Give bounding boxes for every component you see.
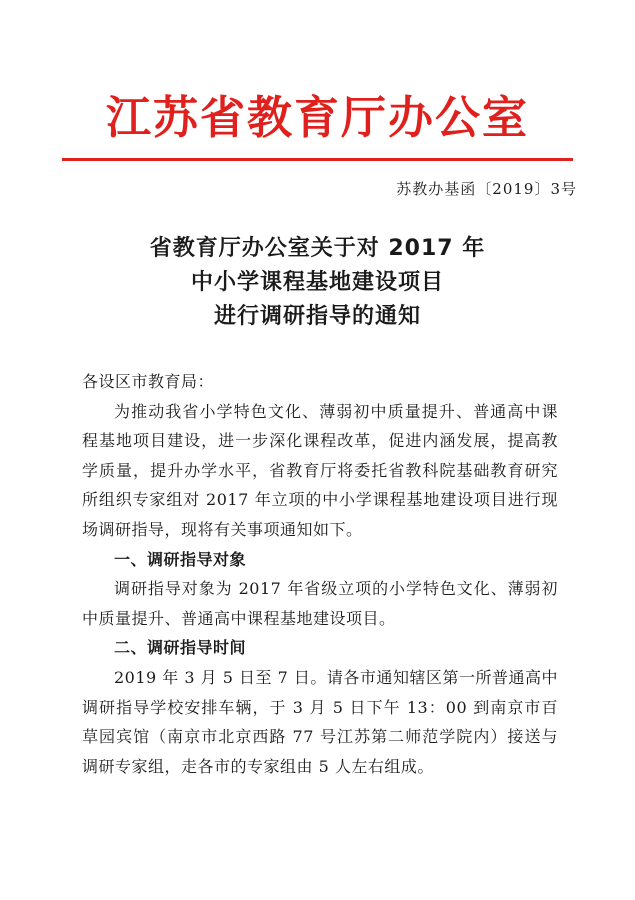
section-text-1: 调研指导对象为 2017 年省级立项的小学特色文化、薄弱初中质量提升、普通高中课程基地建设项目。 (82, 579, 558, 628)
notice-title-line-2: 中小学课程基地建设项目 (190, 270, 444, 295)
section-heading-2: 二、调研指导时间 (114, 638, 247, 658)
section-heading-1: 一、调研指导对象 (114, 549, 247, 569)
notice-title-line-3: 进行调研指导的通知 (213, 304, 421, 329)
notice-body (82, 367, 558, 781)
notice-title-line-1: 省教育厅办公室关于对 2017 年 (149, 236, 486, 261)
notice-title (0, 232, 635, 334)
intro-paragraph: 为推动我省小学特色文化、薄弱初中质量提升、普通高中课程基地项目建设，进一步深化课程改革，促进内涵发展，提高教学质量，提升办学水平，省教育厅将委托省教科院基础教育研究所组织专家组对 2017 年立项的中小学课程基地建设项目进行现场调研指导，现将有关事项通知如下。 (82, 401, 558, 539)
section-text-2: 2019 年 3 月 5 日至 7 日。请各市通知辖区第一所普通高中调研指导学校安排车辆，于 3 月 5 日下午 13：00 到南京市百草园宾馆（南京市北京西路 77 号江苏第二师范学院内）接送与调研专家组，走各市的专家组由 5 人左右组成。 (82, 667, 558, 776)
document-number: 苏教办基函〔2019〕3号 (396, 180, 577, 198)
salutation: 各设区市教育局： (82, 372, 215, 391)
red-divider-line (62, 158, 573, 161)
letterhead-title: 江苏省教育厅办公室 (105, 91, 529, 144)
